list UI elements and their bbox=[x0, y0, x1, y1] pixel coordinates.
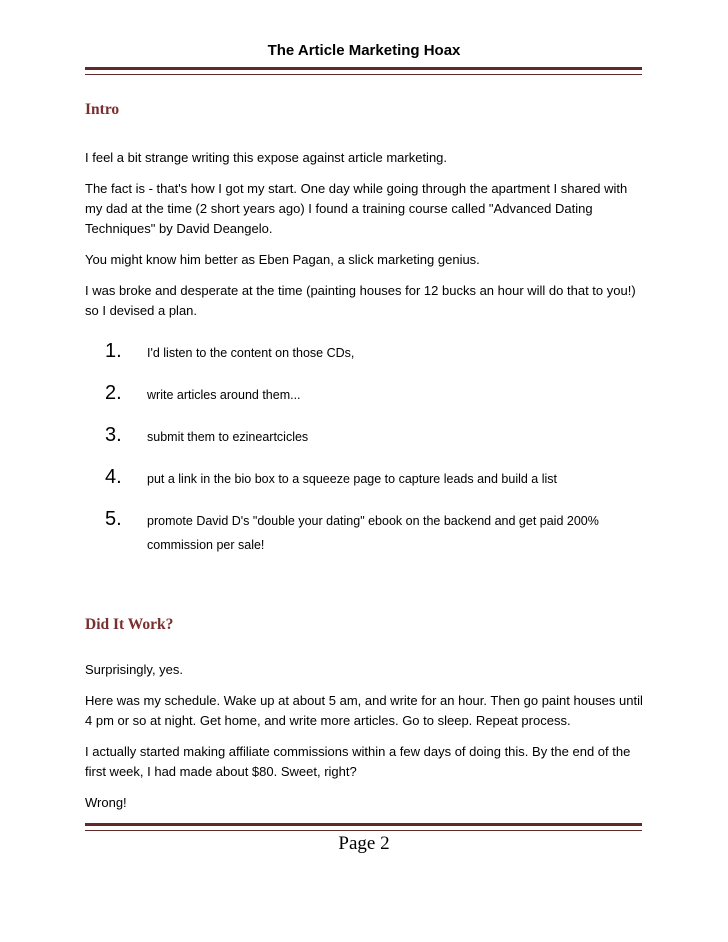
list-item-text: promote David D's "double your dating" ebook on the backend and get paid 200% commission per sale! bbox=[147, 514, 599, 552]
paragraph: The fact is - that's how I got my start. One day while going through the apartment I shared with my dad at the time (2 short years ago) I found a training course called "Advanced Dating Techniques" by David Deangelo. bbox=[85, 181, 628, 236]
plan-steps-list bbox=[85, 341, 645, 557]
list-item bbox=[85, 425, 645, 449]
list-item bbox=[85, 467, 645, 491]
page-number: Page 2 bbox=[338, 833, 390, 854]
footer-rule bbox=[85, 823, 642, 831]
paragraph: I feel a bit strange writing this expose against article marketing. bbox=[85, 150, 448, 165]
list-item bbox=[85, 509, 645, 557]
list-item-number: 3. bbox=[105, 424, 122, 446]
list-item-number: 2. bbox=[105, 382, 122, 404]
list-item bbox=[85, 383, 645, 407]
document-title: The Article Marketing Hoax bbox=[267, 42, 461, 59]
page-content bbox=[85, 98, 645, 824]
paragraph: Surprisingly, yes. bbox=[85, 662, 184, 677]
list-item-number: 5. bbox=[105, 508, 122, 530]
list-item bbox=[85, 341, 645, 365]
paragraph: I actually started making affiliate commissions within a few days of doing this. By the end of the first week, I had made about $80. Sweet, right? bbox=[85, 744, 631, 779]
list-item-number: 4. bbox=[105, 466, 122, 488]
list-item-text: put a link in the bio box to a squeeze page to capture leads and build a list bbox=[147, 472, 558, 486]
list-item-text: I'd listen to the content on those CDs, bbox=[147, 346, 355, 360]
list-item-text: submit them to ezineartcicles bbox=[147, 430, 309, 444]
paragraph: Wrong! bbox=[85, 795, 127, 810]
paragraph: I was broke and desperate at the time (painting houses for 12 bucks an hour will do that to you!) so I devised a plan. bbox=[85, 283, 636, 318]
header-rule bbox=[85, 67, 642, 75]
section-heading-did-it-work: Did It Work? bbox=[85, 616, 174, 633]
list-item-text: write articles around them... bbox=[147, 388, 301, 402]
section-heading-intro: Intro bbox=[85, 101, 120, 118]
list-item-number: 1. bbox=[105, 340, 122, 362]
paragraph: You might know him better as Eben Pagan, a slick marketing genius. bbox=[85, 252, 480, 267]
paragraph: Here was my schedule. Wake up at about 5 am, and write for an hour. Then go paint houses until 4 pm or so at night. Get home, and write more articles. Go to sleep. Repeat process. bbox=[85, 693, 643, 728]
